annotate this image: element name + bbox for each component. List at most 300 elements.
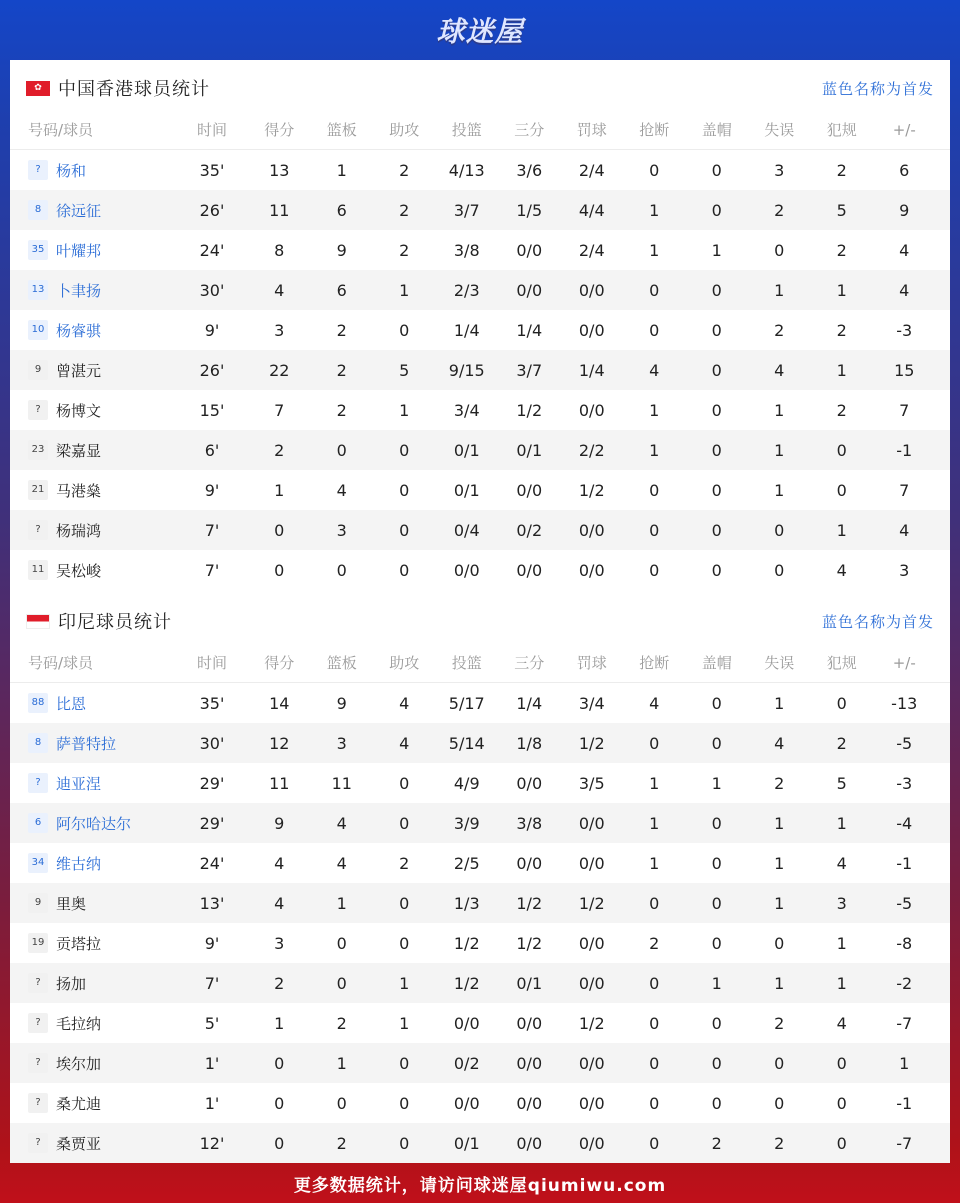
column-header: 投篮 — [451, 121, 482, 139]
stat-cell: 14 — [269, 693, 290, 713]
stat-cell: 3 — [836, 893, 847, 913]
stat-cell: 5' — [204, 1013, 220, 1033]
stat-cell: 2 — [774, 200, 785, 220]
stat-cell: 7' — [204, 560, 220, 580]
stat-cell: 0 — [711, 1093, 722, 1113]
stat-cell: 1 — [649, 813, 660, 833]
stat-cell: 3/8 — [516, 813, 543, 833]
stat-cell: 0 — [649, 280, 660, 300]
stat-cell: 15' — [199, 400, 225, 420]
stat-cell: 2 — [336, 1013, 347, 1033]
stat-cell: 1 — [649, 440, 660, 460]
stat-cell: -1 — [896, 440, 913, 460]
stat-cell: 0 — [711, 280, 722, 300]
stat-cell: 30' — [199, 280, 225, 300]
stat-cell: 1 — [649, 200, 660, 220]
stat-cell: 0 — [711, 400, 722, 420]
stat-cell: 0 — [711, 200, 722, 220]
stat-cell: 0/0 — [578, 1133, 605, 1153]
stat-cell: 2 — [711, 1133, 722, 1153]
stat-cell: 9 — [899, 200, 910, 220]
player-cell — [10, 773, 176, 794]
stat-cell: 5/14 — [448, 733, 485, 753]
stat-cell: 0/0 — [578, 520, 605, 540]
stat-cell: -13 — [891, 693, 918, 713]
stat-cell: 1 — [836, 933, 847, 953]
stat-cell: 2 — [774, 773, 785, 793]
stat-cell: 1 — [274, 1013, 285, 1033]
jersey-number-badge: 21 — [28, 480, 48, 500]
stat-cell: 0 — [399, 1133, 410, 1153]
stat-cell: 2 — [399, 853, 410, 873]
player-row[interactable] — [10, 550, 950, 590]
player-cell — [10, 733, 176, 754]
player-row[interactable] — [10, 510, 950, 550]
jersey-number-badge: ? — [28, 1053, 48, 1073]
stat-cell: 4 — [649, 360, 660, 380]
stat-cell: 3/7 — [453, 200, 480, 220]
stat-cell: 0/0 — [516, 560, 543, 580]
player-name[interactable]: 杨博文 — [56, 401, 102, 420]
stat-cell: 1/2 — [516, 893, 543, 913]
stat-cell: -1 — [896, 1093, 913, 1113]
stat-cell: 0 — [836, 693, 847, 713]
stat-cell: 0/0 — [453, 1093, 480, 1113]
stat-cell: 0 — [399, 520, 410, 540]
stat-cell: 0/0 — [578, 560, 605, 580]
jersey-number-badge: 34 — [28, 853, 48, 873]
stat-cell: 1/2 — [578, 480, 605, 500]
player-row[interactable] — [10, 883, 950, 923]
stat-cell: 8 — [274, 240, 285, 260]
stat-cell: 0 — [711, 693, 722, 713]
jersey-number-badge: 13 — [28, 280, 48, 300]
column-header: 犯规 — [826, 121, 857, 139]
column-header: 时间 — [196, 654, 227, 672]
stat-cell: 3/6 — [516, 160, 543, 180]
stat-cell: 0 — [399, 480, 410, 500]
stat-cell: 1 — [711, 773, 722, 793]
player-name[interactable]: 马港燊 — [56, 481, 102, 500]
column-header: 失误 — [764, 121, 795, 139]
stat-cell: 4 — [836, 1013, 847, 1033]
column-header: +/- — [892, 653, 916, 672]
stat-cell: 3 — [274, 933, 285, 953]
player-cell — [10, 1053, 176, 1074]
player-row[interactable] — [10, 1083, 950, 1123]
stat-cell: 1/3 — [453, 893, 480, 913]
jersey-number-badge: 88 — [28, 693, 48, 713]
stat-cell: 4/4 — [578, 200, 605, 220]
player-cell — [10, 693, 176, 714]
stat-cell: 0 — [711, 933, 722, 953]
stat-cell: 0/0 — [578, 280, 605, 300]
stat-cell: 0 — [649, 160, 660, 180]
stat-cell: 0 — [711, 893, 722, 913]
jersey-number-badge: ? — [28, 1093, 48, 1113]
stat-cell: 0 — [711, 520, 722, 540]
stat-cell: 2 — [774, 1013, 785, 1033]
stat-cell: 0 — [711, 813, 722, 833]
player-name[interactable]: 梁嘉显 — [56, 441, 102, 460]
column-header: 号码/球员 — [28, 654, 94, 672]
stat-cell: 0 — [711, 480, 722, 500]
player-cell — [10, 893, 176, 914]
stat-cell: 2/2 — [578, 440, 605, 460]
stat-cell: 2 — [274, 440, 285, 460]
stat-cell: 1 — [649, 240, 660, 260]
stat-cell: 1 — [774, 853, 785, 873]
player-name[interactable]: 卜聿扬 — [56, 281, 102, 300]
stat-cell: 24' — [199, 240, 225, 260]
stat-cell: 9' — [204, 933, 220, 953]
stat-cell: 0 — [274, 560, 285, 580]
stat-cell: -5 — [896, 733, 913, 753]
stat-cell: 1 — [711, 973, 722, 993]
player-name[interactable]: 埃尔加 — [56, 1054, 102, 1073]
player-cell — [10, 1093, 176, 1114]
stat-cell: 1 — [774, 280, 785, 300]
stat-cell: 1 — [399, 280, 410, 300]
player-name[interactable]: 桑贾亚 — [56, 1134, 102, 1153]
stat-cell: 11 — [269, 773, 290, 793]
jersey-number-badge: ? — [28, 160, 48, 180]
player-row[interactable] — [10, 150, 950, 190]
stat-cell: 7' — [204, 973, 220, 993]
stat-cell: 0/0 — [516, 853, 543, 873]
player-cell — [10, 280, 176, 301]
stat-cell: 2 — [336, 360, 347, 380]
stat-cell: 3/5 — [578, 773, 605, 793]
stat-cell: 0 — [399, 560, 410, 580]
player-row[interactable] — [10, 430, 950, 470]
stat-cell: 0/0 — [578, 1053, 605, 1073]
player-row[interactable] — [10, 683, 950, 723]
player-name[interactable]: 杨瑞鸿 — [56, 521, 102, 540]
player-cell — [10, 480, 176, 501]
stat-cell: 2 — [836, 400, 847, 420]
team-section-header — [10, 60, 950, 116]
stat-cell: 1/2 — [578, 1013, 605, 1033]
stats-panel — [10, 60, 950, 1163]
player-row[interactable] — [10, 923, 950, 963]
stat-cell: 2 — [836, 733, 847, 753]
stat-cell: 30' — [199, 733, 225, 753]
stat-cell: 9 — [336, 240, 347, 260]
player-cell — [10, 1133, 176, 1154]
stat-cell: 2 — [336, 400, 347, 420]
stat-cell: 4 — [274, 853, 285, 873]
column-header: 失误 — [764, 654, 795, 672]
jersey-number-badge: ? — [28, 773, 48, 793]
jersey-number-badge: ? — [28, 1133, 48, 1153]
column-header: 号码/球员 — [28, 121, 94, 139]
player-name[interactable]: 杨睿骐 — [56, 321, 102, 340]
stat-cell: 0 — [399, 440, 410, 460]
player-name[interactable]: 阿尔哈达尔 — [56, 814, 132, 833]
stat-cell: 0/0 — [516, 773, 543, 793]
stat-cell: 0 — [399, 1053, 410, 1073]
stat-cell: 3/4 — [578, 693, 605, 713]
stat-cell: 0 — [649, 1053, 660, 1073]
stat-cell: 1/4 — [453, 320, 480, 340]
stat-cell: 0 — [774, 1093, 785, 1113]
stat-cell: 6 — [336, 280, 347, 300]
brand-logo: 球迷屋 — [436, 15, 524, 48]
stat-cell: 2 — [399, 240, 410, 260]
player-row[interactable] — [10, 1123, 950, 1163]
stat-cell: 0 — [711, 1013, 722, 1033]
stat-cell: 0/0 — [578, 400, 605, 420]
stat-cell: 35' — [199, 693, 225, 713]
stat-cell: -4 — [896, 813, 913, 833]
player-name[interactable]: 叶耀邦 — [56, 241, 102, 260]
stat-cell: 2 — [649, 933, 660, 953]
stat-cell: 0 — [711, 320, 722, 340]
stat-cell: 0/0 — [578, 933, 605, 953]
jersey-number-badge: 19 — [28, 933, 48, 953]
stat-cell: 0/0 — [453, 560, 480, 580]
player-cell — [10, 813, 176, 834]
player-name[interactable]: 毛拉纳 — [56, 1014, 102, 1033]
column-header: 盖帽 — [701, 121, 732, 139]
stat-cell: 3 — [336, 733, 347, 753]
player-row[interactable] — [10, 763, 950, 803]
player-row[interactable] — [10, 803, 950, 843]
player-name[interactable]: 比恩 — [56, 694, 87, 713]
stat-cell: 0 — [711, 733, 722, 753]
stat-cell: 1 — [774, 400, 785, 420]
stat-cell: 6 — [899, 160, 910, 180]
hk-flag-icon: ✿ — [26, 81, 50, 96]
stat-cell: 4 — [899, 280, 910, 300]
stat-cell: 1 — [649, 773, 660, 793]
stat-cell: 35' — [199, 160, 225, 180]
stat-cell: 0/0 — [578, 853, 605, 873]
stat-cell: 4 — [336, 813, 347, 833]
stat-cell: 3 — [774, 160, 785, 180]
stat-cell: 2 — [836, 320, 847, 340]
jersey-number-badge: 8 — [28, 733, 48, 753]
stat-cell: 3 — [899, 560, 910, 580]
player-row[interactable] — [10, 270, 950, 310]
stat-cell: 4 — [836, 560, 847, 580]
stat-cell: 0/2 — [453, 1053, 480, 1073]
stat-cell: 0 — [399, 320, 410, 340]
stat-cell: 3/4 — [453, 400, 480, 420]
stat-cell: 1/2 — [578, 733, 605, 753]
footer-text: 更多数据统计，请访问球迷屋qiumiwu.com — [293, 1175, 667, 1196]
column-header: 篮板 — [326, 121, 357, 139]
stat-cell: 0 — [649, 520, 660, 540]
player-row[interactable] — [10, 390, 950, 430]
stat-cell: 4 — [274, 893, 285, 913]
stat-cell: 0/0 — [516, 480, 543, 500]
stat-cell: 0 — [649, 1093, 660, 1113]
stat-cell: 4 — [774, 733, 785, 753]
stat-cell: 1/5 — [516, 200, 543, 220]
stat-cell: 29' — [199, 813, 225, 833]
player-name[interactable]: 里奥 — [56, 894, 87, 913]
player-row[interactable] — [10, 1043, 950, 1083]
stat-cell: 9' — [204, 480, 220, 500]
stat-cell: 1/4 — [516, 693, 543, 713]
stat-cell: 12 — [269, 733, 290, 753]
stat-cell: 26' — [199, 200, 225, 220]
stat-cell: 3/8 — [453, 240, 480, 260]
stat-cell: 1 — [774, 893, 785, 913]
jersey-number-badge: 9 — [28, 893, 48, 913]
player-name[interactable]: 曾湛元 — [56, 361, 102, 380]
stat-cell: 1 — [649, 400, 660, 420]
stat-cell: 0 — [711, 360, 722, 380]
stat-cell: -7 — [896, 1013, 913, 1033]
stat-cell: 7' — [204, 520, 220, 540]
player-row[interactable] — [10, 723, 950, 763]
stat-cell: 3 — [336, 520, 347, 540]
stat-cell: 1 — [899, 1053, 910, 1073]
stat-cell: 0 — [649, 893, 660, 913]
column-header: 罚球 — [576, 654, 607, 672]
stat-cell: 1 — [774, 973, 785, 993]
jersey-number-badge: ? — [28, 973, 48, 993]
stat-cell: 1 — [274, 480, 285, 500]
stat-cell: 0 — [836, 440, 847, 460]
stat-cell: 0/0 — [578, 813, 605, 833]
stat-cell: 0 — [399, 933, 410, 953]
player-name[interactable]: 维古纳 — [56, 854, 102, 873]
stat-cell: 5 — [399, 360, 410, 380]
stat-cell: 0 — [711, 440, 722, 460]
stat-cell: 0/0 — [578, 1093, 605, 1113]
stat-cell: 3/9 — [453, 813, 480, 833]
column-header: 三分 — [514, 654, 545, 672]
player-row[interactable] — [10, 190, 950, 230]
stat-cell: 0 — [836, 480, 847, 500]
stat-cell: 3/7 — [516, 360, 543, 380]
stat-cell: 0 — [399, 773, 410, 793]
stat-cell: 2 — [274, 973, 285, 993]
stat-cell: 4 — [274, 280, 285, 300]
stat-cell: 1 — [336, 893, 347, 913]
stat-cell: 5 — [836, 773, 847, 793]
stat-cell: 0 — [274, 1053, 285, 1073]
stat-cell: 1 — [774, 440, 785, 460]
stat-cell: 4/13 — [448, 160, 485, 180]
stat-cell: -1 — [896, 853, 913, 873]
player-name[interactable]: 徐远征 — [56, 201, 102, 220]
player-cell — [10, 853, 176, 874]
stat-cell: 4/9 — [453, 773, 480, 793]
stat-cell: 26' — [199, 360, 225, 380]
stat-cell: 4 — [649, 693, 660, 713]
team-section-header — [10, 593, 950, 649]
stat-cell: 0 — [774, 1053, 785, 1073]
stat-cell: 4 — [399, 733, 410, 753]
stat-cell: 0/0 — [453, 1013, 480, 1033]
column-header: 时间 — [196, 121, 227, 139]
player-name[interactable]: 扬加 — [56, 974, 87, 993]
column-header: 盖帽 — [701, 654, 732, 672]
stat-cell: 4 — [336, 480, 347, 500]
stat-cell: 0 — [774, 560, 785, 580]
stat-cell: 0 — [399, 893, 410, 913]
player-name[interactable]: 吴松峻 — [56, 561, 102, 580]
stat-cell: 1/2 — [516, 400, 543, 420]
player-row[interactable] — [10, 230, 950, 270]
stat-cell: 13' — [199, 893, 225, 913]
stat-cell: 0/0 — [516, 280, 543, 300]
player-row[interactable] — [10, 470, 950, 510]
player-row[interactable] — [10, 1003, 950, 1043]
stat-cell: 1 — [836, 973, 847, 993]
player-name[interactable]: 杨和 — [56, 161, 87, 180]
stat-cell: 1 — [774, 480, 785, 500]
column-header: 投篮 — [451, 654, 482, 672]
player-row[interactable] — [10, 350, 950, 390]
stat-cell: 0/1 — [453, 1133, 480, 1153]
stat-cell: 0/0 — [578, 320, 605, 340]
stat-cell: 0 — [649, 1133, 660, 1153]
stat-cell: 2/5 — [453, 853, 480, 873]
stat-cell: 3 — [274, 320, 285, 340]
player-row[interactable] — [10, 963, 950, 1003]
table-header-row — [10, 643, 950, 683]
player-name[interactable]: 贡塔拉 — [56, 934, 102, 953]
stat-cell: 2/4 — [578, 160, 605, 180]
player-row[interactable] — [10, 843, 950, 883]
player-name[interactable]: 迪亚涅 — [56, 774, 102, 793]
stat-cell: 2/4 — [578, 240, 605, 260]
stat-cell: 1 — [836, 520, 847, 540]
column-header: 罚球 — [576, 121, 607, 139]
player-name[interactable]: 萨普特拉 — [56, 734, 117, 753]
column-header: 助攻 — [389, 121, 420, 139]
column-header: +/- — [892, 120, 916, 139]
player-row[interactable] — [10, 310, 950, 350]
jersey-number-badge: 23 — [28, 440, 48, 460]
stat-cell: 0 — [336, 1093, 347, 1113]
stat-cell: 4 — [399, 693, 410, 713]
stat-cell: 1 — [399, 973, 410, 993]
player-cell — [10, 240, 176, 261]
player-name[interactable]: 桑尤迪 — [56, 1094, 102, 1113]
stat-cell: 1 — [399, 400, 410, 420]
stat-cell: -7 — [896, 1133, 913, 1153]
stat-cell: 0 — [649, 733, 660, 753]
stat-cell: 1 — [399, 1013, 410, 1033]
stat-cell: 0 — [649, 480, 660, 500]
stat-cell: 9 — [336, 693, 347, 713]
stat-cell: 5/17 — [448, 693, 485, 713]
stat-cell: 0/0 — [516, 240, 543, 260]
stat-cell: 2 — [836, 160, 847, 180]
stat-cell: 4 — [899, 240, 910, 260]
stat-cell: 1 — [836, 280, 847, 300]
stat-cell: 1 — [649, 853, 660, 873]
stat-cell: 2 — [399, 200, 410, 220]
stat-cell: 9 — [274, 813, 285, 833]
column-header: 抢断 — [639, 654, 670, 672]
jersey-number-badge: 8 — [28, 200, 48, 220]
stat-cell: 2 — [399, 160, 410, 180]
stat-cell: 6' — [204, 440, 220, 460]
player-cell — [10, 200, 176, 221]
team-title: 中国香港球员统计 — [58, 79, 210, 100]
brand-header — [0, 0, 960, 60]
stat-cell: 4 — [899, 520, 910, 540]
stat-cell: 0/0 — [516, 1093, 543, 1113]
